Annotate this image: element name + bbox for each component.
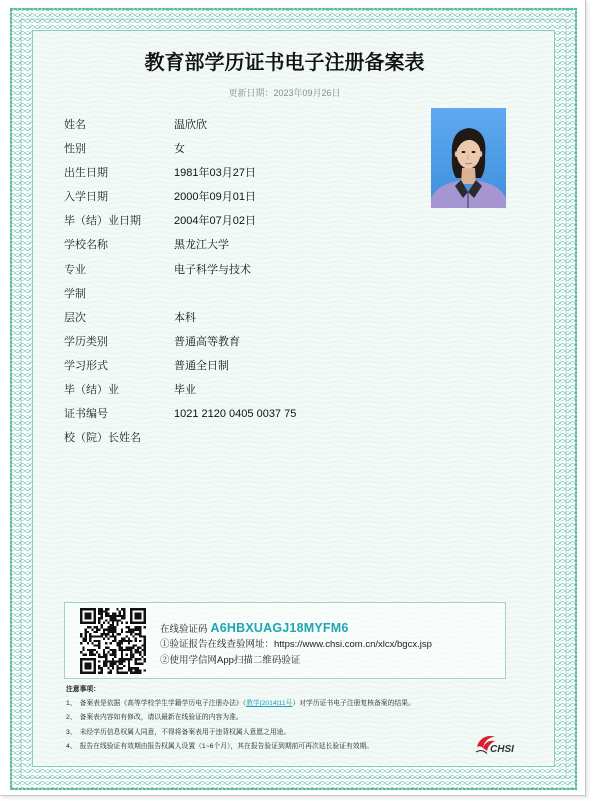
field-row-school-name [64, 233, 414, 257]
notes-title: 注意事项： [66, 686, 100, 693]
verification-code-line [160, 619, 348, 637]
field-row-level [64, 306, 414, 330]
note-number: 2、 [66, 714, 77, 722]
verification-app-line: ②使用学信网App扫描二维码验证 [160, 655, 301, 666]
verification-url-line: ①验证报告在线查验网址：https://www.chsi.com.cn/xlcx/bgcx.jsp [160, 639, 432, 650]
level-value: 本科 [174, 311, 196, 324]
verification-box [64, 602, 506, 679]
study-length-label: 学制 [64, 287, 86, 300]
certificate-number-label: 证书编号 [64, 408, 108, 421]
note-text: 报告在线验证有效期由报告权属人设置（1~6个月），其在报告验证到期前可再次延长验证有效期。 [79, 742, 374, 750]
note-text-after: ）对学历证书电子注册复核备案的结果。 [292, 700, 415, 707]
enrollment-date-value: 2000年09月01日 [174, 191, 256, 204]
note-text: 未经学历信息权属人同意，不得将备案表用于违背权属人意愿之用途。 [79, 728, 291, 736]
note-item [66, 740, 466, 754]
study-form-value: 普通全日制 [174, 359, 229, 372]
field-row-education-category [64, 330, 414, 354]
major-value: 电子科学与技术 [174, 263, 251, 276]
field-row-gender [64, 137, 414, 161]
name-label: 姓名 [64, 119, 86, 131]
field-row-certificate-number [64, 402, 414, 426]
president-name-label: 校（院）长姓名 [64, 432, 141, 445]
graduation-status-label: 毕（结）业 [64, 384, 119, 397]
field-row-president-name [64, 426, 414, 450]
notes-list [66, 697, 466, 754]
gender-value: 女 [174, 143, 185, 156]
education-category-value: 普通高等教育 [174, 335, 240, 348]
level-label: 层次 [64, 311, 86, 324]
note-item [66, 697, 466, 711]
note-number: 1、 [66, 700, 77, 707]
qr-code-icon [80, 608, 146, 674]
field-row-graduation-status [64, 378, 414, 402]
verification-code-label: 在线验证码 [160, 624, 208, 635]
study-form-label: 学习形式 [64, 359, 108, 372]
field-row-birth-date [64, 161, 414, 185]
certificate-number-value: 1021 2120 0405 0037 75 [174, 408, 297, 421]
education-category-label: 学历类别 [64, 335, 108, 348]
update-date: 更新日期：2023年09月26日 [228, 88, 341, 98]
graduation-date-label: 毕（结）业日期 [64, 215, 141, 228]
field-row-major [64, 258, 414, 282]
school-name-value: 黑龙江大学 [174, 239, 229, 252]
birth-date-value: 1981年03月27日 [174, 167, 256, 180]
portrait-photo-icon [431, 108, 506, 208]
major-label: 专业 [64, 263, 86, 276]
graduation-status-value: 毕业 [174, 384, 196, 397]
logo-text: CHSI [490, 744, 514, 755]
note-number: 3、 [66, 728, 77, 736]
field-row-study-form [64, 354, 414, 378]
note-text: 备案表内容如有修改，请以最新在线验证的内容为准。 [79, 714, 243, 722]
name-value: 温欣欣 [174, 119, 207, 131]
school-name-label: 学校名称 [64, 239, 108, 252]
field-row-graduation-date [64, 209, 414, 233]
verification-code: A6HBXUAGJ18MYFM6 [210, 621, 349, 635]
note-number: 4、 [66, 742, 77, 750]
birth-date-label: 出生日期 [64, 167, 108, 180]
note-text: 备案表是依据《高等学校学生学籍学历电子注册办法》（ [79, 700, 247, 707]
note-item [66, 726, 466, 740]
gender-label: 性别 [64, 143, 86, 156]
qr-modules [80, 608, 146, 674]
form-title: 教育部学历证书电子注册备案表 [144, 52, 425, 74]
enrollment-date-label: 入学日期 [64, 191, 108, 204]
note-item [66, 711, 466, 725]
student-info-table [64, 113, 414, 450]
field-row-enrollment-date [64, 185, 414, 209]
chsi-logo-icon [474, 731, 524, 757]
field-row-study-length [64, 282, 414, 306]
regulation-link[interactable]: 教学[2014]11号 [246, 700, 293, 707]
graduation-date-value: 2004年07月02日 [174, 215, 256, 228]
field-row-name [64, 113, 414, 137]
